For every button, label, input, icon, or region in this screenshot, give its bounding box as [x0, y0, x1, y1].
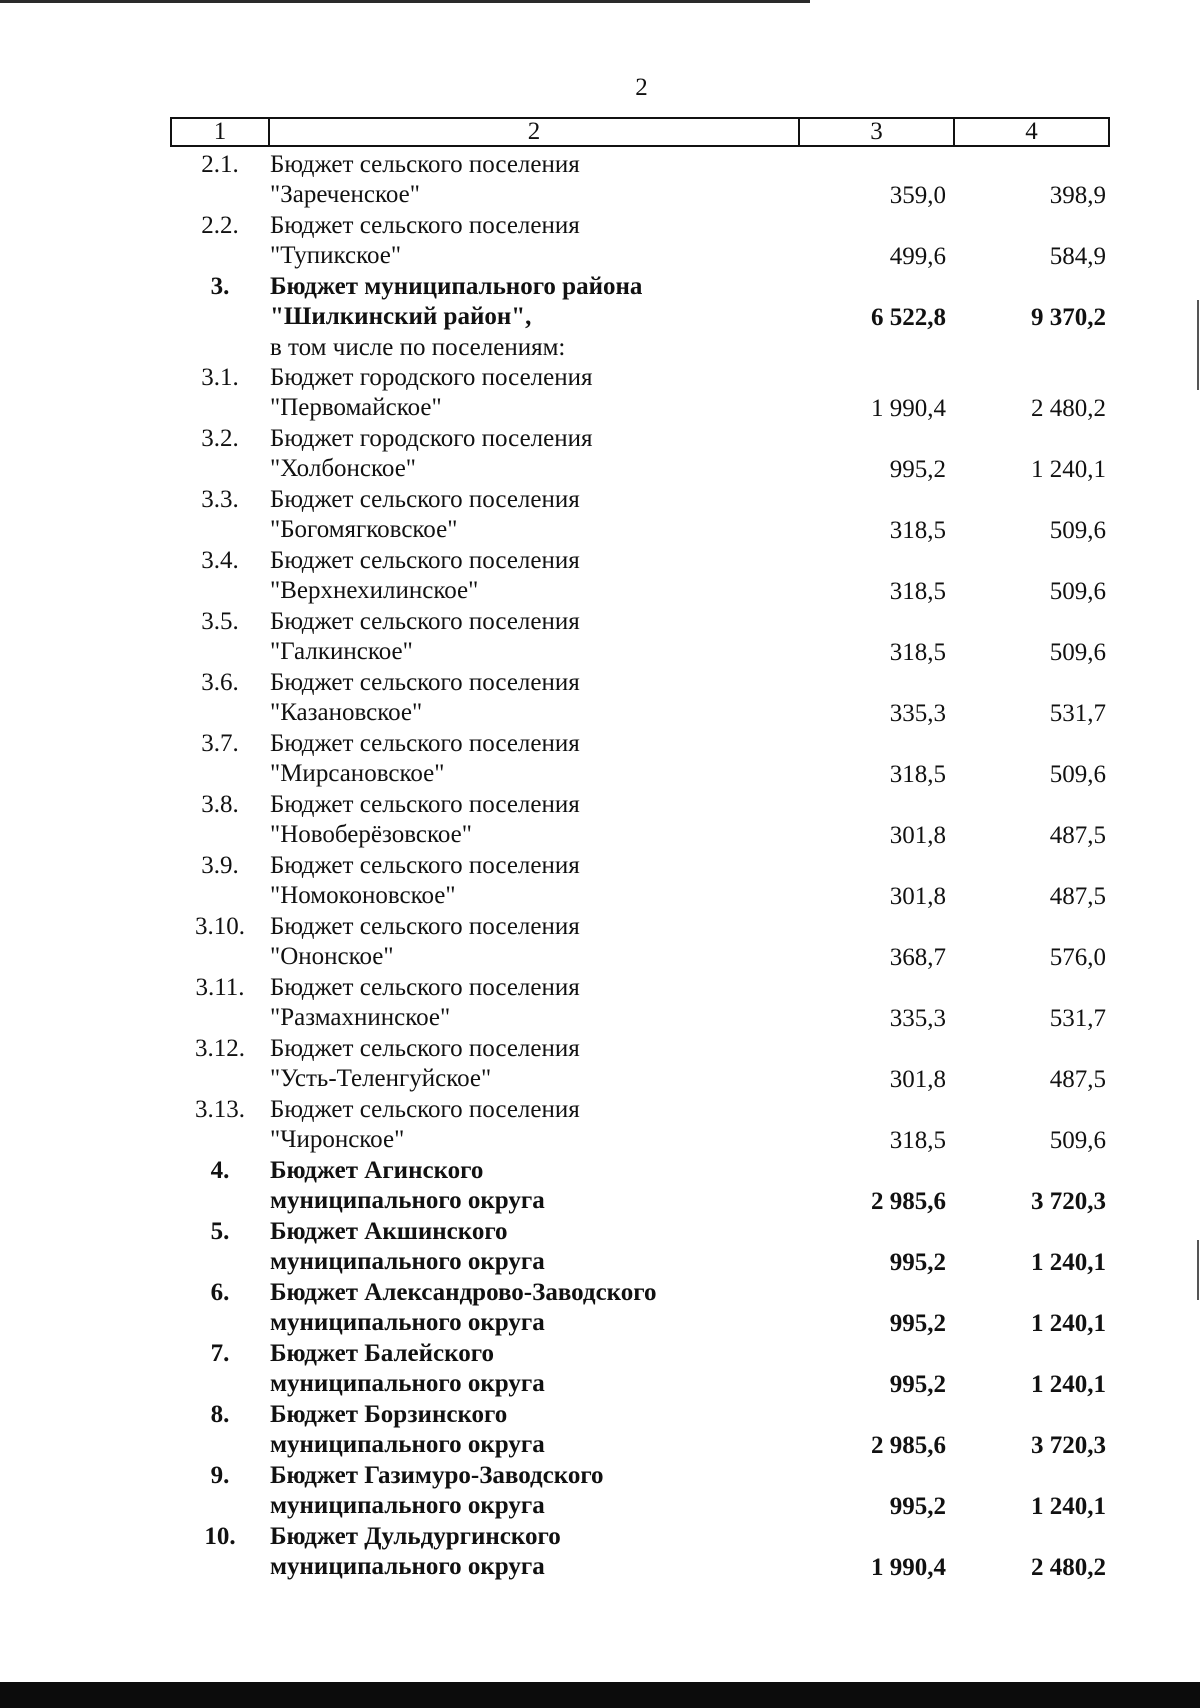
budget-name-line: "Чиронское"	[270, 1126, 405, 1153]
budget-name-line: Бюджет городского поселения	[270, 364, 593, 391]
budget-name-line: "Первомайское"	[270, 394, 442, 421]
scan-edge-bottom	[0, 1682, 1200, 1708]
table-row	[0, 1034, 1200, 1095]
budget-name-line: муниципального округа	[270, 1553, 545, 1580]
row-value-col4: 584,9	[1049, 243, 1106, 270]
table-row	[0, 1522, 1200, 1583]
budget-name-line: Бюджет сельского поселения	[270, 212, 580, 239]
header-col-2: 2	[270, 119, 800, 145]
row-value-col3: 6 522,8	[871, 304, 946, 331]
row-number: 5.	[210, 1218, 230, 1245]
row-budget-name	[270, 1278, 800, 1338]
row-value-col4: 1 240,1	[1031, 1493, 1106, 1520]
row-budget-name	[270, 790, 800, 850]
row-budget-name	[270, 1095, 800, 1155]
row-number: 3.11.	[195, 974, 245, 1001]
budget-name-line: муниципального округа	[270, 1431, 545, 1458]
table-row	[0, 363, 1200, 424]
row-value-col3: 995,2	[889, 456, 946, 483]
row-number: 3.2.	[201, 425, 239, 452]
budget-name-line: Бюджет Агинского	[270, 1157, 484, 1184]
row-budget-name	[270, 1522, 800, 1582]
row-value-col4: 3 720,3	[1031, 1188, 1106, 1215]
budget-name-line: Бюджет сельского поселения	[270, 608, 580, 635]
row-budget-name	[270, 1400, 800, 1460]
row-value-col4: 1 240,1	[1031, 1371, 1106, 1398]
budget-name-line: муниципального округа	[270, 1492, 545, 1519]
row-number: 3.6.	[201, 669, 239, 696]
row-budget-name	[270, 1339, 800, 1399]
row-value-col4: 3 720,3	[1031, 1432, 1106, 1459]
row-budget-name	[270, 1034, 800, 1094]
row-budget-name	[270, 211, 800, 271]
row-value-col4: 9 370,2	[1031, 304, 1106, 331]
budget-name-line: муниципального округа	[270, 1187, 545, 1214]
budget-name-line: муниципального округа	[270, 1248, 545, 1275]
budget-name-line: "Зареченское"	[270, 181, 420, 208]
budget-name-line: в том числе по поселениям:	[270, 334, 566, 361]
row-budget-name	[270, 851, 800, 911]
row-budget-name	[270, 607, 800, 667]
table-row	[0, 668, 1200, 729]
row-number: 3.5.	[201, 608, 239, 635]
budget-name-line: "Мирсановское"	[270, 760, 445, 787]
table-row	[0, 1095, 1200, 1156]
row-budget-name	[270, 729, 800, 789]
row-number: 10.	[204, 1523, 236, 1550]
row-number: 6.	[210, 1279, 230, 1306]
row-value-col3: 995,2	[889, 1371, 946, 1398]
table-row	[0, 211, 1200, 272]
budget-name-line: "Шилкинский район",	[270, 303, 532, 330]
row-value-col3: 335,3	[889, 1005, 946, 1032]
row-budget-name	[270, 272, 800, 332]
budget-name-line: "Галкинское"	[270, 638, 413, 665]
budget-name-line: "Усть-Теленгуйское"	[270, 1065, 492, 1092]
budget-name-line: "Ононское"	[270, 943, 394, 970]
table-row	[0, 729, 1200, 790]
row-value-col4: 509,6	[1049, 517, 1106, 544]
row-value-col3: 301,8	[889, 1066, 946, 1093]
row-value-col3: 2 985,6	[871, 1432, 946, 1459]
row-budget-name	[270, 363, 800, 423]
table-row	[0, 1461, 1200, 1522]
table-row	[0, 1400, 1200, 1461]
budget-name-line: Бюджет сельского поселения	[270, 1096, 580, 1123]
budget-name-line: Бюджет Дульдургинского	[270, 1523, 561, 1550]
row-budget-name	[270, 485, 800, 545]
row-budget-name	[270, 333, 800, 363]
budget-name-line: Бюджет сельского поселения	[270, 913, 580, 940]
row-number: 4.	[210, 1157, 230, 1184]
row-value-col4: 487,5	[1049, 883, 1106, 910]
budget-name-line: Бюджет Газимуро-Заводского	[270, 1462, 604, 1489]
budget-name-line: муниципального округа	[270, 1370, 545, 1397]
table-row	[0, 790, 1200, 851]
header-col-1: 1	[172, 119, 270, 145]
row-value-col3: 318,5	[889, 639, 946, 666]
row-number: 3.8.	[201, 791, 239, 818]
row-budget-name	[270, 546, 800, 606]
budget-name-line: Бюджет Балейского	[270, 1340, 494, 1367]
row-number: 7.	[210, 1340, 230, 1367]
budget-name-line: Бюджет сельского поселения	[270, 730, 580, 757]
row-value-col4: 487,5	[1049, 822, 1106, 849]
row-budget-name	[270, 1461, 800, 1521]
row-budget-name	[270, 424, 800, 484]
budget-name-line: "Верхнехилинское"	[270, 577, 479, 604]
budget-name-line: Бюджет муниципального района	[270, 273, 643, 300]
row-number: 3.9.	[201, 852, 239, 879]
row-value-col4: 509,6	[1049, 578, 1106, 605]
table-row	[0, 1339, 1200, 1400]
row-value-col3: 318,5	[889, 1127, 946, 1154]
row-value-col3: 318,5	[889, 761, 946, 788]
row-number: 3.	[210, 273, 230, 300]
row-budget-name	[270, 1217, 800, 1277]
budget-name-line: Бюджет сельского поселения	[270, 151, 580, 178]
budget-name-line: "Номоконовское"	[270, 882, 456, 909]
budget-name-line: "Тупикское"	[270, 242, 402, 269]
header-col-3: 3	[800, 119, 955, 145]
table-header	[170, 117, 1110, 147]
budget-table-body	[0, 150, 1200, 1583]
header-col-4: 4	[1025, 118, 1038, 145]
row-value-col3: 1 990,4	[871, 1554, 946, 1581]
row-value-col3: 368,7	[889, 944, 946, 971]
budget-name-line: Бюджет Александрово-Заводского	[270, 1279, 657, 1306]
table-row	[0, 1278, 1200, 1339]
table-row	[0, 272, 1200, 333]
table-row	[0, 485, 1200, 546]
row-value-col3: 995,2	[889, 1493, 946, 1520]
budget-name-line: Бюджет сельского поселения	[270, 1035, 580, 1062]
row-number: 3.4.	[201, 547, 239, 574]
row-value-col4: 531,7	[1049, 700, 1106, 727]
budget-name-line: Бюджет сельского поселения	[270, 547, 580, 574]
row-budget-name	[270, 1156, 800, 1216]
row-number: 2.2.	[201, 212, 239, 239]
row-value-col3: 301,8	[889, 883, 946, 910]
budget-name-line: Бюджет Борзинского	[270, 1401, 508, 1428]
row-value-col3: 2 985,6	[871, 1188, 946, 1215]
row-budget-name	[270, 973, 800, 1033]
scan-edge-top	[0, 0, 810, 3]
row-number: 3.3.	[201, 486, 239, 513]
row-number: 3.12.	[195, 1035, 245, 1062]
table-row	[0, 546, 1200, 607]
row-value-col4: 1 240,1	[1031, 1310, 1106, 1337]
row-value-col4: 576,0	[1049, 944, 1106, 971]
budget-name-line: Бюджет Акшинского	[270, 1218, 508, 1245]
row-value-col4: 1 240,1	[1031, 1249, 1106, 1276]
budget-name-line: Бюджет городского поселения	[270, 425, 593, 452]
row-number: 2.1.	[201, 151, 239, 178]
row-number: 3.10.	[195, 913, 245, 940]
row-budget-name	[270, 912, 800, 972]
table-row	[0, 150, 1200, 211]
row-number: 3.7.	[201, 730, 239, 757]
row-value-col3: 318,5	[889, 517, 946, 544]
row-value-col4: 2 480,2	[1031, 395, 1106, 422]
budget-name-line: Бюджет сельского поселения	[270, 974, 580, 1001]
row-value-col4: 398,9	[1049, 182, 1106, 209]
row-value-col3: 318,5	[889, 578, 946, 605]
row-value-col4: 1 240,1	[1031, 456, 1106, 483]
budget-name-line: Бюджет сельского поселения	[270, 669, 580, 696]
row-value-col3: 499,6	[889, 243, 946, 270]
table-row	[0, 333, 1200, 363]
row-value-col4: 509,6	[1049, 1127, 1106, 1154]
row-value-col4: 487,5	[1049, 1066, 1106, 1093]
row-budget-name	[270, 150, 800, 210]
row-value-col4: 2 480,2	[1031, 1554, 1106, 1581]
budget-name-line: "Новоберёзовское"	[270, 821, 472, 848]
row-value-col4: 531,7	[1049, 1005, 1106, 1032]
table-row	[0, 912, 1200, 973]
row-value-col3: 359,0	[889, 182, 946, 209]
row-number: 9.	[210, 1462, 230, 1489]
row-budget-name	[270, 668, 800, 728]
table-row	[0, 1156, 1200, 1217]
budget-name-line: "Богомягковское"	[270, 516, 458, 543]
table-row	[0, 607, 1200, 668]
table-row	[0, 851, 1200, 912]
budget-name-line: "Размахнинское"	[270, 1004, 451, 1031]
row-value-col3: 335,3	[889, 700, 946, 727]
row-value-col3: 995,2	[889, 1310, 946, 1337]
budget-name-line: "Холбонское"	[270, 455, 417, 482]
row-number: 3.13.	[195, 1096, 245, 1123]
budget-name-line: "Казановское"	[270, 699, 423, 726]
table-row	[0, 1217, 1200, 1278]
budget-name-line: Бюджет сельского поселения	[270, 486, 580, 513]
budget-name-line: Бюджет сельского поселения	[270, 852, 580, 879]
row-value-col4: 509,6	[1049, 639, 1106, 666]
row-number: 8.	[210, 1401, 230, 1428]
row-value-col3: 301,8	[889, 822, 946, 849]
row-value-col4: 509,6	[1049, 761, 1106, 788]
budget-name-line: муниципального округа	[270, 1309, 545, 1336]
row-number: 3.1.	[201, 364, 239, 391]
row-value-col3: 1 990,4	[871, 395, 946, 422]
budget-name-line: Бюджет сельского поселения	[270, 791, 580, 818]
table-row	[0, 424, 1200, 485]
page-number: 2	[635, 74, 648, 101]
row-value-col3: 995,2	[889, 1249, 946, 1276]
table-row	[0, 973, 1200, 1034]
